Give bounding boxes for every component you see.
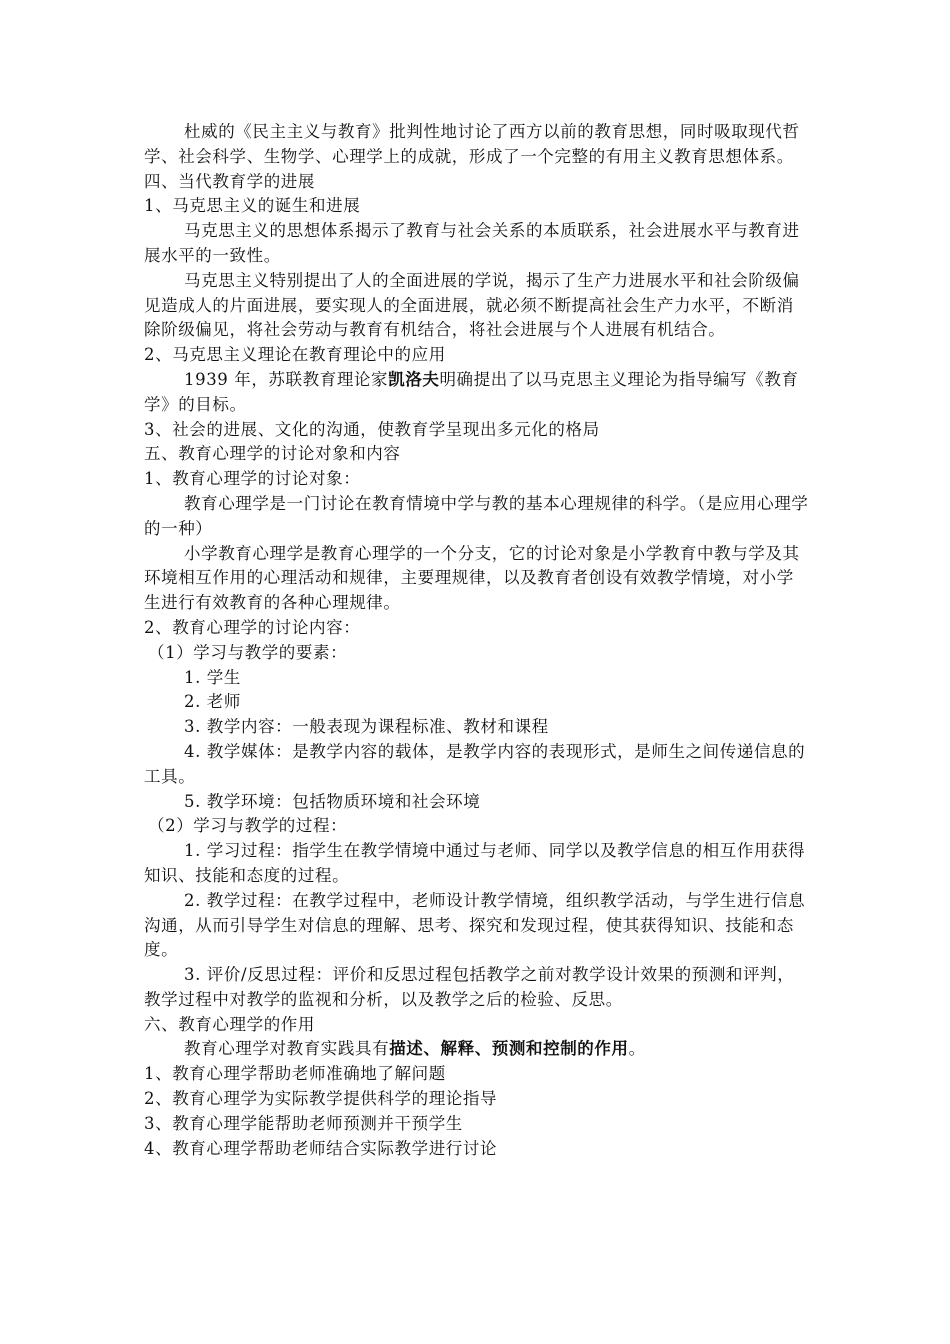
subsection-heading: 2、马克思主义理论在教育理论中的应用 (144, 345, 446, 365)
paragraph (144, 368, 810, 418)
paragraph-text: 明确提出了以马克思主义理论为指导编写《教育学》的目标。 (144, 369, 799, 414)
paragraph: 杜威的《民主主义与教育》批判性地讨论了西方以前的教育思想，同时吸取现代哲学、社会科学、生物学、心理学上的成就，形成了一个完整的有用主义教育思想体系。 (144, 122, 800, 166)
section-heading: 四、当代教育学的进展 (144, 171, 315, 191)
paragraph: 马克思主义的思想体系揭示了教育与社会关系的本质联系，社会进展水平与教育进展水平的一致性。 (144, 221, 800, 265)
subsection-heading: 1、教育心理学的讨论对象： (144, 469, 361, 489)
list-item: 4、教育心理学帮助老师结合实际教学进行讨论 (144, 1138, 498, 1158)
list-item: 3. 教学内容：一般表现为课程标准、教材和课程 (184, 717, 549, 737)
paragraph: 教育心理学是一门讨论在教育情境中学与教的基本心理规律的科学。（是应用心理学的一种） (144, 493, 809, 538)
paragraph-text: 教育心理学对教育实践具有 (184, 1039, 390, 1059)
paragraph: 小学教育心理学是教育心理学的一个分支，它的讨论对象是小学教育中教与学及其环境相互作用的心理活动和规律，主要理规律，以及教育者创设有效教学情境，对小学生进行有效教育的各种心理规律。 (144, 543, 800, 613)
subsection-heading: 3、社会的进展、文化的沟通，使教育学呈现出多元化的格局 (144, 419, 600, 439)
list-item: 1. 学生 (184, 667, 241, 687)
list-item: 2. 老师 (184, 692, 241, 712)
paragraph (144, 1037, 810, 1062)
section-heading: 五、教育心理学的讨论对象和内容 (144, 444, 401, 464)
list-item: 5. 教学环境：包括物质环境和社会环境 (184, 791, 481, 811)
list-item: 1、教育心理学帮助老师准确地了解问题 (144, 1064, 446, 1084)
paragraph-text: 。 (628, 1039, 646, 1059)
section-heading: 六、教育心理学的作用 (144, 1014, 315, 1034)
list-item: 3. 评价/反思过程：评价和反思过程包括教学之前对教学设计效果的预测和评判，教学过程中对教学的监视和分析，以及教学之后的检验、反思。 (144, 965, 795, 1009)
list-item: 2. 教学过程：在教学过程中，老师设计教学情境，组织教学活动，与学生进行信息沟通，从而引导学生对信息的理解、思考、探究和发现过程，使其获得知识、技能和态度。 (144, 890, 806, 960)
emphasis-text: 描述、解释、预测和控制的作用 (389, 1039, 629, 1059)
list-item: 2、教育心理学为实际教学提供科学的理论指导 (144, 1089, 498, 1109)
sub-heading: （1）学习与教学的要素： (148, 642, 348, 662)
sub-heading: （2）学习与教学的过程： (148, 816, 348, 836)
list-item: 3、教育心理学能帮助老师预测并干预学生 (144, 1113, 463, 1133)
paragraph: 马克思主义特别提出了人的全面进展的学说，揭示了生产力进展水平和社会阶级偏见造成人的片面进展，要实现人的全面进展，就必须不断提高社会生产力水平，不断消除阶级偏见，将社会劳动与教育有机结合，将社会进展与个人进展有机结合。 (144, 270, 800, 340)
subsection-heading: 1、马克思主义的诞生和进展 (144, 196, 361, 216)
emphasis-text: 凯洛夫 (388, 369, 440, 389)
subsection-heading: 2、教育心理学的讨论内容： (144, 617, 361, 637)
list-item: 4. 教学媒体：是教学内容的载体，是教学内容的表现形式，是师生之间传递信息的工具。 (144, 741, 806, 786)
document-body (144, 120, 810, 1161)
list-item: 1. 学习过程：指学生在教学情境中通过与老师、同学以及教学信息的相互作用获得知识、技能和态度的过程。 (144, 841, 806, 885)
paragraph-text: 1939 年，苏联教育理论家 (184, 369, 389, 389)
